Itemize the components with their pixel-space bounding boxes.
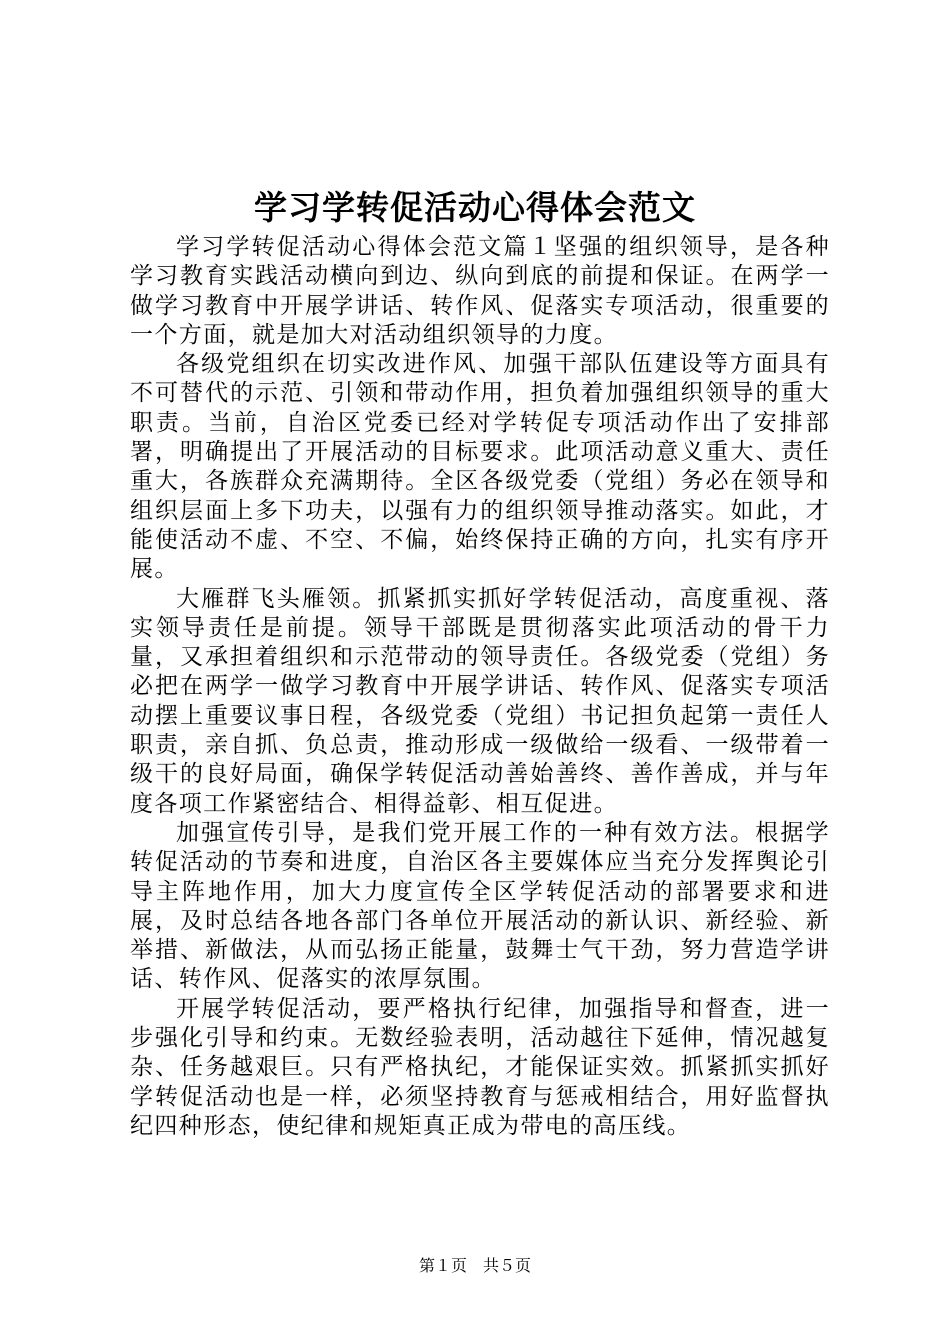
paragraph: 大雁群飞头雁领。抓紧抓实抓好学转促活动，高度重视、落实领导责任是前提。领导干部既是贯彻落实此项活动的骨干力量，又承担着组织和示范带动的领导责任。各级党委（党组）务必把在两学一做学习教育中开展学讲话、转作风、促落实专项活动摆上重要议事日程，各级党委（党组）书记担负起第一责任人职责，亲自抓、负总责，推动形成一级做给一级看、一级带着一级干的良好局面，确保学转促活动善始善终、善作善成，并与年度各项工作紧密结合、相得益彰、相互促进。 bbox=[130, 585, 830, 817]
document-body bbox=[130, 233, 830, 1141]
paragraph: 学习学转促活动心得体会范文篇１坚强的组织领导，是各种学习教育实践活动横向到边、纵向到底的前提和保证。在两学一做学习教育中开展学讲话、转作风、促落实专项活动，很重要的一个方面，就是加大对活动组织领导的力度。 bbox=[130, 234, 830, 348]
paragraph: 各级党组织在切实改进作风、加强干部队伍建设等方面具有不可替代的示范、引领和带动作用，担负着加强组织领导的重大职责。当前，自治区党委已经对学转促专项活动作出了安排部署，明确提出了开展活动的目标要求。此项活动意义重大、责任重大，各族群众充满期待。全区各级党委（党组）务必在领导和组织层面上多下功夫，以强有力的组织领导推动落实。如此，才能使活动不虚、不空、不偏，始终保持正确的方向，扎实有序开展。 bbox=[130, 351, 830, 583]
document-title: 学习学转促活动心得体会范文 bbox=[254, 188, 696, 227]
page-number: 第１页 共５页 bbox=[418, 1256, 531, 1275]
paragraph: 开展学转促活动，要严格执行纪律，加强指导和督查，进一步强化引导和约束。无数经验表明，活动越往下延伸，情况越复杂、任务越艰巨。只有严格执纪，才能保证实效。抓紧抓实抓好学转促活动也是一样，必须坚持教育与惩戒相结合，用好监督执纪四种形态，使纪律和规矩真正成为带电的高压线。 bbox=[130, 995, 830, 1139]
paragraph: 加强宣传引导，是我们党开展工作的一种有效方法。根据学转促活动的节奏和进度，自治区各主要媒体应当充分发挥舆论引导主阵地作用，加大力度宣传全区学转促活动的部署要求和进展，及时总结各地各部门各单位开展活动的新认识、新经验、新举措、新做法，从而弘扬正能量，鼓舞士气干劲，努力营造学讲话、转作风、促落实的浓厚氛围。 bbox=[130, 819, 830, 993]
